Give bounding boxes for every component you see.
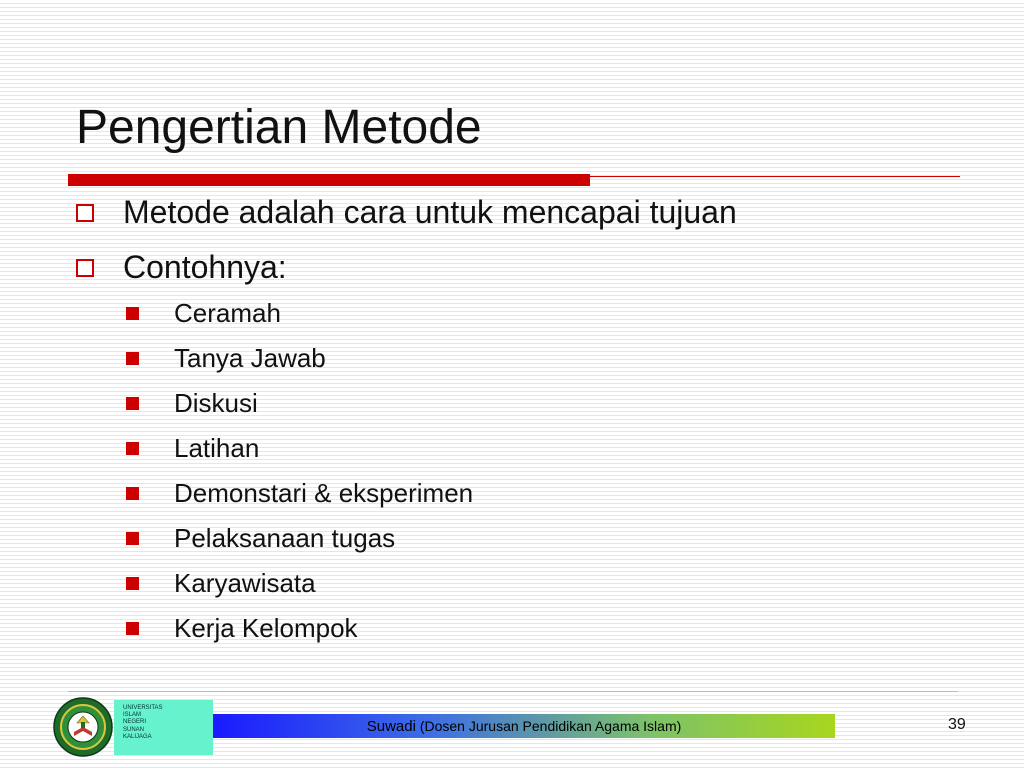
sub-bullet-item (126, 525, 395, 551)
bullet-item (76, 196, 737, 228)
university-line: UNIVERSITAS (123, 705, 163, 711)
sub-bullet-item (126, 300, 281, 326)
filled-square-icon (126, 352, 139, 365)
bullet-text: Metode adalah cara untuk mencapai tujuan (123, 194, 737, 230)
hollow-square-icon (76, 259, 94, 277)
sub-bullet-item (126, 480, 473, 506)
filled-square-icon (126, 397, 139, 410)
filled-square-icon (126, 577, 139, 590)
sub-bullet-text: Pelaksanaan tugas (174, 523, 396, 553)
university-line: ISLAM (123, 712, 142, 719)
bullet-item (76, 251, 287, 283)
footer-author-role: (Dosen Jurusan Pendidikan Agama Islam) (419, 718, 682, 734)
sub-bullet-text: Diskusi (174, 388, 258, 418)
sub-bullet-item (126, 570, 316, 596)
sub-bullet-text: Kerja Kelompok (174, 613, 358, 643)
footer-bar (213, 714, 835, 738)
filled-square-icon (126, 487, 139, 500)
title-underline-thick (68, 174, 590, 186)
university-line: SUNAN (123, 726, 145, 733)
footer-divider (68, 691, 958, 692)
sub-bullet-item (126, 390, 258, 416)
filled-square-icon (126, 532, 139, 545)
sub-bullet-text: Ceramah (174, 298, 281, 328)
sub-bullet-item (126, 615, 358, 641)
sub-bullet-text: Demonstari & eksperimen (174, 478, 474, 508)
university-name-box (114, 700, 213, 755)
university-line: NEGERI (123, 719, 147, 726)
sub-bullet-text: Tanya Jawab (174, 343, 326, 373)
slide-title: Pengertian Metode (76, 101, 482, 154)
sub-bullet-item (126, 435, 259, 461)
sub-bullet-text: Latihan (174, 433, 260, 463)
hollow-square-icon (76, 204, 94, 222)
filled-square-icon (126, 307, 139, 320)
sub-bullet-text: Karyawisata (174, 568, 316, 598)
footer-author: Suwadi (366, 718, 416, 735)
university-line: KALIJAGA (123, 733, 152, 740)
filled-square-icon (126, 622, 139, 635)
bullet-text: Contohnya: (123, 249, 287, 285)
page-number: 39 (948, 716, 966, 733)
university-emblem-icon (52, 696, 114, 758)
sub-bullet-item (126, 345, 326, 371)
filled-square-icon (126, 442, 139, 455)
title-underline-thin (590, 176, 960, 177)
footer-text (213, 718, 835, 735)
